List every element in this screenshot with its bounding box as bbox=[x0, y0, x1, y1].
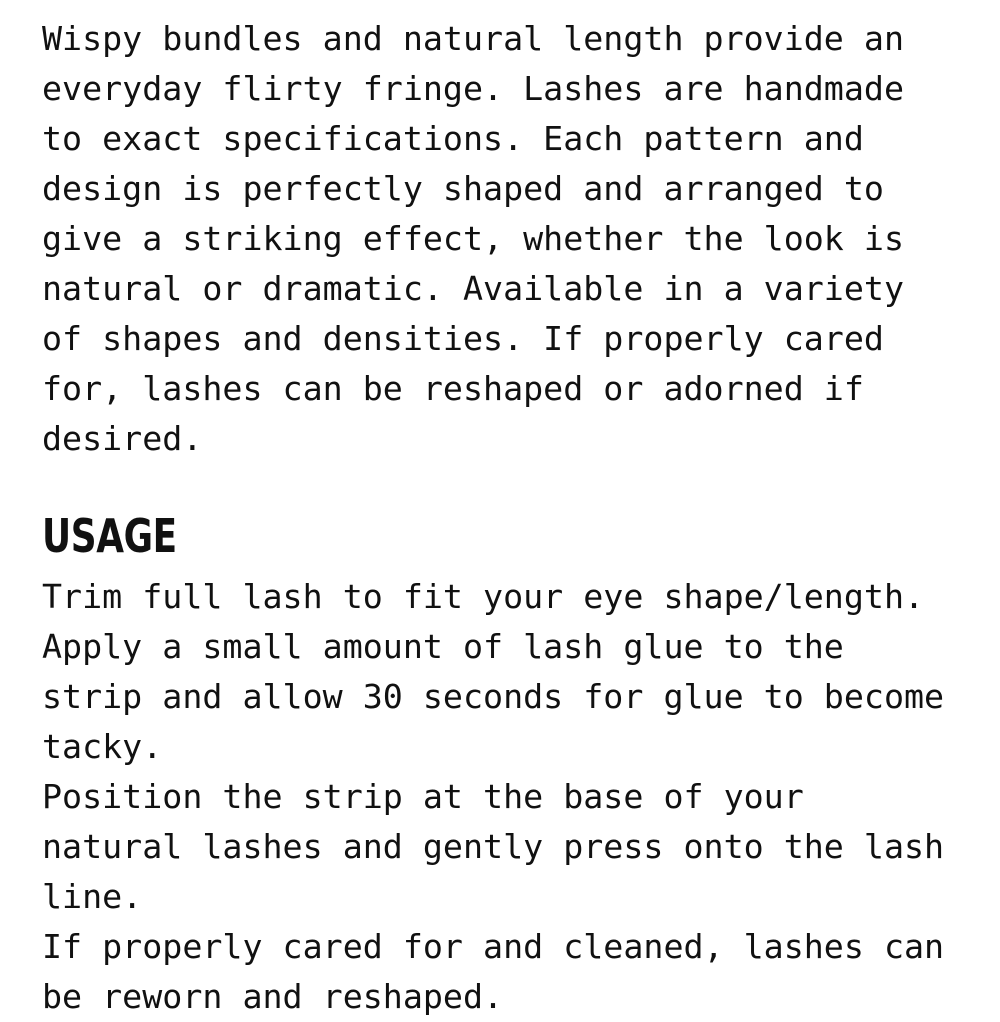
product-details bbox=[42, 14, 962, 1022]
product-description bbox=[42, 14, 962, 464]
usage-line: line. bbox=[42, 877, 143, 916]
description-line: design is perfectly shaped and arranged to bbox=[42, 169, 884, 208]
usage-line: Apply a small amount of lash glue to the bbox=[42, 627, 844, 666]
description-line: give a striking effect, whether the look is bbox=[42, 219, 904, 258]
usage-line: be reworn and reshaped. bbox=[42, 977, 504, 1016]
usage-line: natural lashes and gently press onto the lash bbox=[42, 827, 945, 866]
description-line: for, lashes can be reshaped or adorned if bbox=[42, 369, 864, 408]
usage-line: Position the strip at the base of your bbox=[42, 777, 804, 816]
usage-line: If properly cared for and cleaned, lashes can bbox=[42, 927, 945, 966]
description-line: everyday flirty fringe. Lashes are handmade bbox=[42, 69, 904, 108]
usage-section bbox=[42, 506, 962, 1022]
usage-heading: USAGE bbox=[42, 509, 177, 563]
usage-instructions bbox=[42, 572, 962, 1022]
description-line: natural or dramatic. Available in a variety bbox=[42, 269, 904, 308]
description-line: desired. bbox=[42, 419, 203, 458]
usage-line: Trim full lash to fit your eye shape/length. bbox=[42, 577, 925, 616]
description-line: of shapes and densities. If properly cared bbox=[42, 319, 884, 358]
usage-heading-container bbox=[42, 506, 962, 566]
usage-line: tacky. bbox=[42, 727, 163, 766]
description-line: Wispy bundles and natural length provide an bbox=[42, 19, 904, 58]
usage-line: strip and allow 30 seconds for glue to become bbox=[42, 677, 945, 716]
description-line: to exact specifications. Each pattern and bbox=[42, 119, 864, 158]
